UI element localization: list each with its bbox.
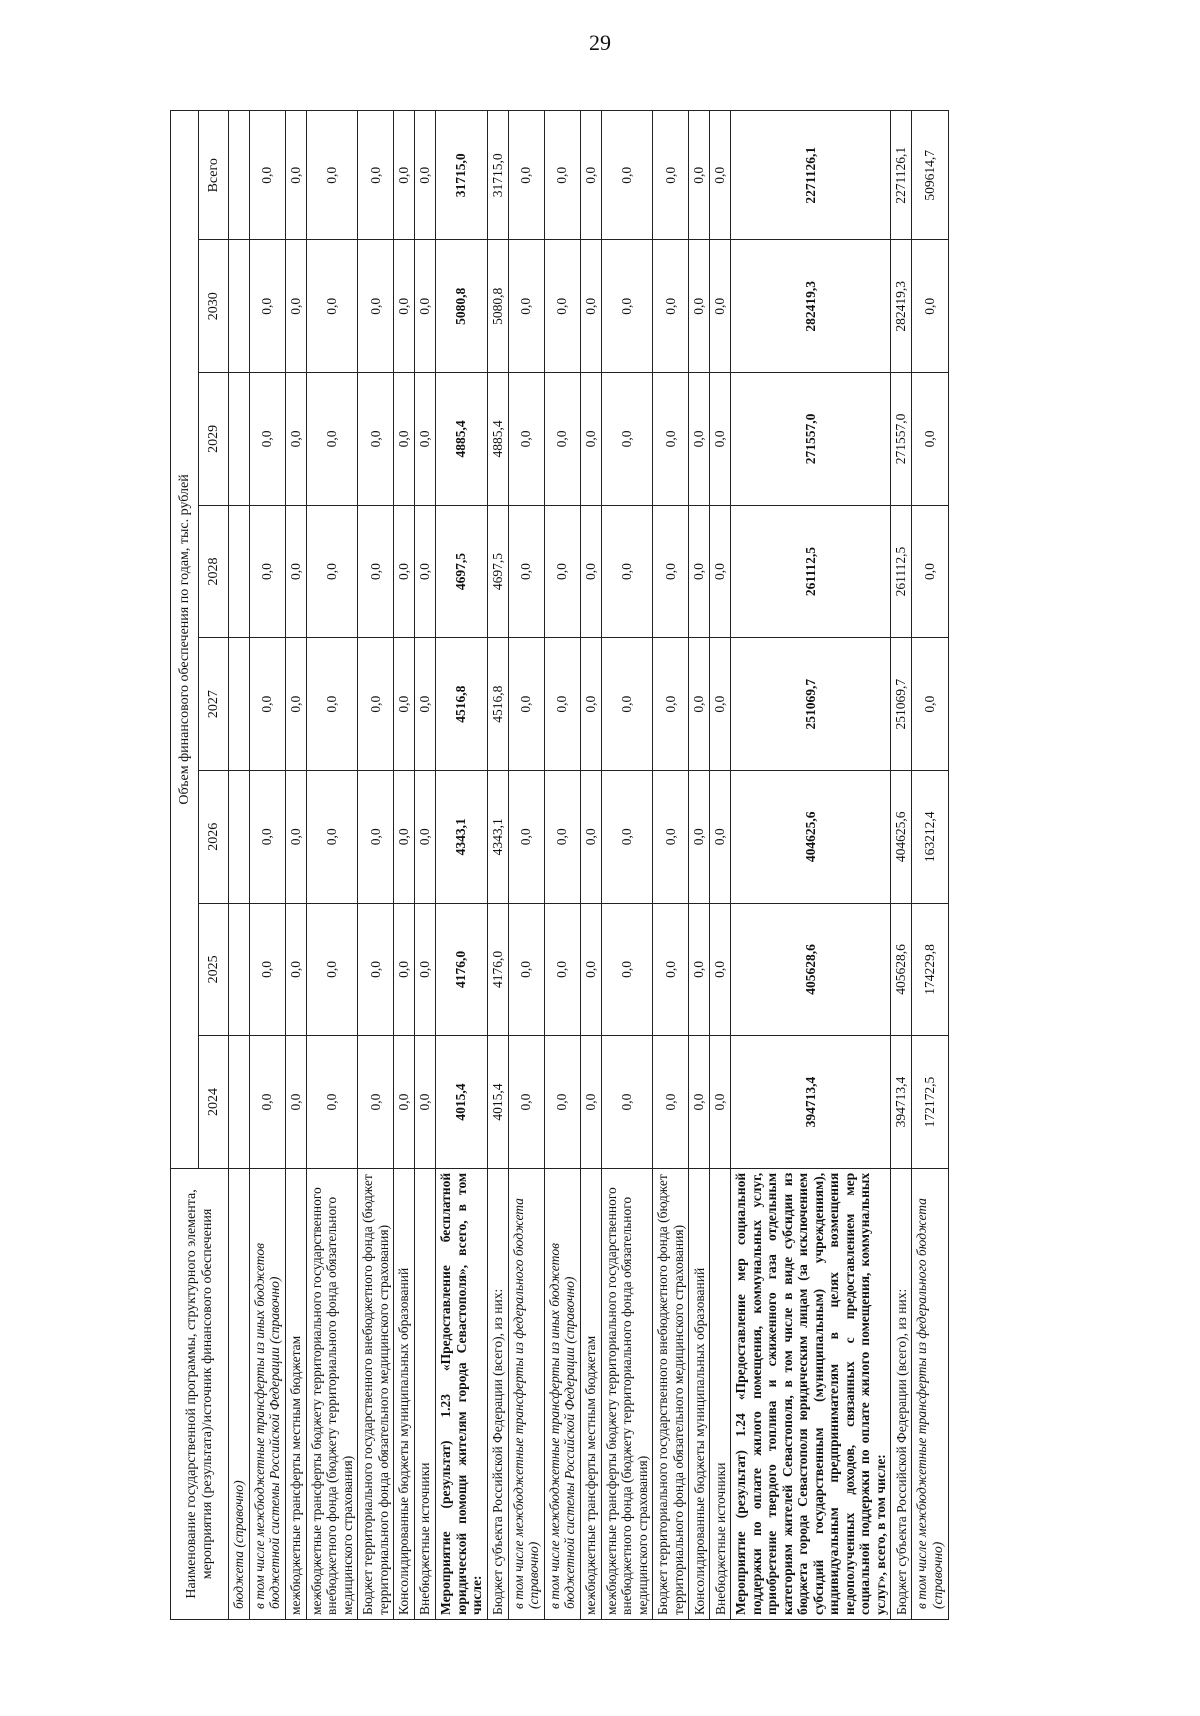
row-year-value-cell: 0,0 — [580, 638, 601, 771]
row-name-cell: бюджета (справочно) — [229, 1168, 250, 1619]
row-total-cell: 0,0 — [358, 111, 394, 240]
row-total-cell: 0,0 — [601, 111, 653, 240]
financing-table — [170, 110, 949, 1620]
row-year-value-cell: 0,0 — [394, 638, 415, 771]
row-name-cell: Внебюджетные источники — [710, 1168, 731, 1619]
row-name-cell: межбюджетные трансферты местным бюджетам — [285, 1168, 306, 1619]
row-year-value-cell: 0,0 — [249, 903, 285, 1036]
row-year-value-cell: 394713,4 — [731, 1036, 891, 1169]
row-year-value-cell: 0,0 — [710, 373, 731, 506]
row-year-value-cell: 4343,1 — [487, 770, 508, 903]
row-year-value-cell: 0,0 — [580, 505, 601, 638]
row-year-value-cell: 0,0 — [912, 373, 948, 506]
row-year-value-cell: 0,0 — [580, 1036, 601, 1169]
table-row — [544, 111, 580, 1620]
table-row — [436, 111, 488, 1620]
row-year-value-cell: 261112,5 — [891, 505, 912, 638]
row-total-cell: 0,0 — [710, 111, 731, 240]
row-name-cell: Бюджет территориального государственного внебюджетного фонда (бюджет территориального фонда обязательного медицинского страхования) — [358, 1168, 394, 1619]
row-name-cell: межбюджетные трансферты местным бюджетам — [580, 1168, 601, 1619]
row-year-value-cell: 0,0 — [394, 373, 415, 506]
row-year-value-cell: 0,0 — [601, 903, 653, 1036]
table-row — [285, 111, 306, 1620]
row-total-cell: 31715,0 — [487, 111, 508, 240]
row-year-value-cell: 0,0 — [508, 1036, 544, 1169]
rotated-table-container — [170, 110, 949, 1620]
row-year-value-cell: 0,0 — [601, 1036, 653, 1169]
row-year-value-cell: 282419,3 — [731, 240, 891, 373]
row-year-value-cell: 0,0 — [394, 770, 415, 903]
row-year-value-cell: 0,0 — [544, 240, 580, 373]
table-row — [358, 111, 394, 1620]
row-year-value-cell: 4697,5 — [487, 505, 508, 638]
row-year-value-cell: 4176,0 — [436, 903, 488, 1036]
row-year-value-cell: 0,0 — [601, 373, 653, 506]
row-total-cell: 0,0 — [544, 111, 580, 240]
row-year-value-cell: 172172,5 — [912, 1036, 948, 1169]
row-year-value-cell: 404625,6 — [891, 770, 912, 903]
row-year-value-cell: 0,0 — [285, 770, 306, 903]
row-year-value-cell: 0,0 — [653, 638, 689, 771]
row-year-value-cell: 0,0 — [285, 373, 306, 506]
row-total-cell: 0,0 — [580, 111, 601, 240]
row-year-value-cell: 0,0 — [710, 1036, 731, 1169]
row-year-value-cell: 0,0 — [710, 903, 731, 1036]
table-row — [710, 111, 731, 1620]
row-year-value-cell: 0,0 — [306, 770, 358, 903]
row-year-value-cell: 0,0 — [306, 373, 358, 506]
row-year-value-cell: 4516,8 — [487, 638, 508, 771]
row-total-cell: 0,0 — [415, 111, 436, 240]
header-year: 2028 — [199, 505, 229, 638]
row-year-value-cell: 0,0 — [508, 373, 544, 506]
row-year-value-cell: 0,0 — [710, 770, 731, 903]
row-year-value-cell: 0,0 — [415, 1036, 436, 1169]
table-row — [229, 111, 250, 1620]
row-year-value-cell: 0,0 — [544, 770, 580, 903]
row-total-cell: 0,0 — [306, 111, 358, 240]
table-row — [601, 111, 653, 1620]
row-total-cell: 0,0 — [508, 111, 544, 240]
row-name-cell: в том числе межбюджетные трансферты из федерального бюджета (справочно) — [508, 1168, 544, 1619]
row-year-value-cell: 163212,4 — [912, 770, 948, 903]
row-year-value-cell: 282419,3 — [891, 240, 912, 373]
row-year-value-cell: 0,0 — [544, 373, 580, 506]
row-year-value-cell: 0,0 — [912, 505, 948, 638]
row-year-value-cell — [229, 638, 250, 771]
header-year: 2026 — [199, 770, 229, 903]
row-name-cell: Бюджет субъекта Российской Федерации (всего), из них: — [487, 1168, 508, 1619]
row-year-value-cell: 0,0 — [710, 638, 731, 771]
row-year-value-cell: 0,0 — [285, 240, 306, 373]
row-year-value-cell — [229, 240, 250, 373]
row-total-cell: 2271126,1 — [731, 111, 891, 240]
row-year-value-cell: 0,0 — [415, 240, 436, 373]
row-year-value-cell: 4015,4 — [436, 1036, 488, 1169]
row-year-value-cell: 0,0 — [653, 240, 689, 373]
row-year-value-cell: 4885,4 — [436, 373, 488, 506]
row-year-value-cell: 251069,7 — [891, 638, 912, 771]
row-year-value-cell: 0,0 — [508, 505, 544, 638]
row-year-value-cell: 0,0 — [508, 770, 544, 903]
table-row — [891, 111, 912, 1620]
row-name-cell: межбюджетные трансферты бюджету территориального государственного внебюджетного фонда (бюджету территориального фонда обязательного медицинского страхования) — [306, 1168, 358, 1619]
row-year-value-cell: 0,0 — [580, 770, 601, 903]
row-year-value-cell: 405628,6 — [731, 903, 891, 1036]
row-year-value-cell: 4343,1 — [436, 770, 488, 903]
row-total-cell: 0,0 — [249, 111, 285, 240]
row-year-value-cell: 0,0 — [508, 903, 544, 1036]
row-year-value-cell: 0,0 — [306, 1036, 358, 1169]
row-year-value-cell: 0,0 — [249, 638, 285, 771]
row-year-value-cell: 0,0 — [415, 505, 436, 638]
header-group-title: Объем финансового обеспечения по годам, тыс. рублей — [171, 111, 199, 1169]
row-year-value-cell: 0,0 — [653, 505, 689, 638]
page-number: 29 — [589, 30, 611, 55]
table-row — [394, 111, 415, 1620]
row-name-cell: Консолидированные бюджеты муниципальных образований — [394, 1168, 415, 1619]
row-total-cell — [229, 111, 250, 240]
row-year-value-cell: 0,0 — [358, 903, 394, 1036]
row-total-cell: 31715,0 — [436, 111, 488, 240]
header-year: 2030 — [199, 240, 229, 373]
row-year-value-cell: 0,0 — [601, 505, 653, 638]
row-year-value-cell: 0,0 — [653, 903, 689, 1036]
header-name-column: Наименование государственной программы, структурного элемента, мероприятия (результата)/источник финансового обеспечения — [171, 1168, 229, 1619]
row-year-value-cell — [229, 903, 250, 1036]
row-year-value-cell: 0,0 — [394, 903, 415, 1036]
table-row — [306, 111, 358, 1620]
row-total-cell: 0,0 — [653, 111, 689, 240]
row-year-value-cell: 0,0 — [912, 240, 948, 373]
row-year-value-cell: 0,0 — [249, 770, 285, 903]
row-year-value-cell: 0,0 — [285, 903, 306, 1036]
row-year-value-cell — [229, 505, 250, 638]
row-year-value-cell: 405628,6 — [891, 903, 912, 1036]
row-year-value-cell: 0,0 — [653, 373, 689, 506]
row-year-value-cell: 0,0 — [601, 638, 653, 771]
row-year-value-cell: 0,0 — [415, 638, 436, 771]
row-year-value-cell: 0,0 — [285, 505, 306, 638]
table-row — [415, 111, 436, 1620]
row-year-value-cell: 0,0 — [249, 373, 285, 506]
table-row — [508, 111, 544, 1620]
row-year-value-cell: 0,0 — [306, 638, 358, 771]
row-year-value-cell: 0,0 — [689, 903, 710, 1036]
row-year-value-cell: 0,0 — [689, 240, 710, 373]
row-year-value-cell — [229, 1036, 250, 1169]
row-year-value-cell: 0,0 — [653, 1036, 689, 1169]
row-year-value-cell: 0,0 — [358, 638, 394, 771]
row-year-value-cell: 5080,8 — [487, 240, 508, 373]
row-year-value-cell: 0,0 — [306, 505, 358, 638]
row-total-cell: 509614,7 — [912, 111, 948, 240]
header-year: 2025 — [199, 903, 229, 1036]
header-year: 2027 — [199, 638, 229, 771]
row-year-value-cell: 0,0 — [306, 903, 358, 1036]
row-name-cell: в том числе межбюджетные трансферты из иных бюджетов бюджетной системы Российской Федерации (справочно) — [249, 1168, 285, 1619]
row-year-value-cell: 0,0 — [394, 505, 415, 638]
row-year-value-cell: 0,0 — [580, 373, 601, 506]
row-year-value-cell: 0,0 — [689, 638, 710, 771]
row-year-value-cell: 0,0 — [689, 1036, 710, 1169]
row-name-cell: межбюджетные трансферты бюджету территориального государственного внебюджетного фонда (бюджету территориального фонда обязательного медицинского страхования) — [601, 1168, 653, 1619]
row-year-value-cell: 0,0 — [358, 240, 394, 373]
row-year-value-cell: 0,0 — [544, 505, 580, 638]
row-name-cell: в том числе межбюджетные трансферты из иных бюджетов бюджетной системы Российской Федерации (справочно) — [544, 1168, 580, 1619]
row-total-cell: 2271126,1 — [891, 111, 912, 240]
row-year-value-cell: 0,0 — [285, 1036, 306, 1169]
row-year-value-cell: 0,0 — [601, 240, 653, 373]
row-year-value-cell: 0,0 — [544, 1036, 580, 1169]
row-year-value-cell: 0,0 — [249, 1036, 285, 1169]
row-year-value-cell: 0,0 — [358, 373, 394, 506]
row-year-value-cell: 0,0 — [415, 373, 436, 506]
table-row — [580, 111, 601, 1620]
table-row — [653, 111, 689, 1620]
row-year-value-cell: 5080,8 — [436, 240, 488, 373]
row-year-value-cell: 0,0 — [358, 1036, 394, 1169]
table-body — [229, 111, 949, 1620]
row-year-value-cell: 0,0 — [580, 240, 601, 373]
row-year-value-cell: 0,0 — [689, 770, 710, 903]
row-year-value-cell: 174229,8 — [912, 903, 948, 1036]
row-year-value-cell: 0,0 — [710, 240, 731, 373]
table-row — [249, 111, 285, 1620]
row-year-value-cell: 4015,4 — [487, 1036, 508, 1169]
row-name-cell: Бюджет территориального государственного внебюджетного фонда (бюджет территориального фонда обязательного медицинского страхования) — [653, 1168, 689, 1619]
row-name-cell: Бюджет субъекта Российской Федерации (всего), из них: — [891, 1168, 912, 1619]
row-year-value-cell: 4516,8 — [436, 638, 488, 771]
row-total-cell: 0,0 — [689, 111, 710, 240]
row-year-value-cell: 0,0 — [249, 240, 285, 373]
row-year-value-cell — [229, 373, 250, 506]
row-year-value-cell: 0,0 — [415, 770, 436, 903]
row-year-value-cell: 4885,4 — [487, 373, 508, 506]
row-year-value-cell: 394713,4 — [891, 1036, 912, 1169]
row-total-cell: 0,0 — [394, 111, 415, 240]
table-row — [689, 111, 710, 1620]
row-year-value-cell: 271557,0 — [731, 373, 891, 506]
row-year-value-cell: 404625,6 — [731, 770, 891, 903]
row-year-value-cell: 0,0 — [415, 903, 436, 1036]
row-year-value-cell — [229, 770, 250, 903]
row-year-value-cell: 0,0 — [394, 1036, 415, 1169]
row-year-value-cell: 0,0 — [689, 373, 710, 506]
row-year-value-cell: 4176,0 — [487, 903, 508, 1036]
row-year-value-cell: 261112,5 — [731, 505, 891, 638]
header-year: 2029 — [199, 373, 229, 506]
row-name-cell: в том числе межбюджетные трансферты из федерального бюджета (справочно) — [912, 1168, 948, 1619]
row-year-value-cell: 4697,5 — [436, 505, 488, 638]
row-year-value-cell: 0,0 — [285, 638, 306, 771]
row-name-cell: Мероприятие (результат) 1.24 «Предоставление мер социальной поддержки по оплате жилого помещения, коммунальных услуг, приобретение твердого топлива и сжиженного газа отдельным категориям жителей Севастополя, в том числе в виде субсидии из бюджета города Севастополя юридическим лицам (за исключением субсидий государственным (муниципальным) учреждениям), индивидуальным предпринимателям в целях возмещения недополученных доходов, связанных с предоставлением мер социальной поддержки по оплате жилого помещения, коммунальных услуг», всего, в том числе: — [731, 1168, 891, 1619]
row-year-value-cell: 0,0 — [508, 638, 544, 771]
row-year-value-cell: 0,0 — [394, 240, 415, 373]
table-row — [912, 111, 948, 1620]
row-year-value-cell: 0,0 — [544, 903, 580, 1036]
table-row — [731, 111, 891, 1620]
row-total-cell: 0,0 — [285, 111, 306, 240]
row-name-cell: Внебюджетные источники — [415, 1168, 436, 1619]
row-year-value-cell: 0,0 — [508, 240, 544, 373]
row-year-value-cell: 271557,0 — [891, 373, 912, 506]
row-year-value-cell: 0,0 — [710, 505, 731, 638]
row-year-value-cell: 0,0 — [601, 770, 653, 903]
row-year-value-cell: 0,0 — [689, 505, 710, 638]
row-year-value-cell: 0,0 — [653, 770, 689, 903]
row-year-value-cell: 0,0 — [580, 903, 601, 1036]
row-name-cell: Консолидированные бюджеты муниципальных образований — [689, 1168, 710, 1619]
row-year-value-cell: 251069,7 — [731, 638, 891, 771]
row-name-cell: Мероприятие (результат) 1.23 «Предоставление бесплатной юридической помощи жителям города Севастополя», всего, в том числе: — [436, 1168, 488, 1619]
row-year-value-cell: 0,0 — [544, 638, 580, 771]
row-year-value-cell: 0,0 — [249, 505, 285, 638]
table-row — [487, 111, 508, 1620]
header-year: 2024 — [199, 1036, 229, 1169]
row-year-value-cell: 0,0 — [306, 240, 358, 373]
row-year-value-cell: 0,0 — [912, 638, 948, 771]
row-year-value-cell: 0,0 — [358, 505, 394, 638]
row-year-value-cell: 0,0 — [358, 770, 394, 903]
header-total: Всего — [199, 111, 229, 240]
